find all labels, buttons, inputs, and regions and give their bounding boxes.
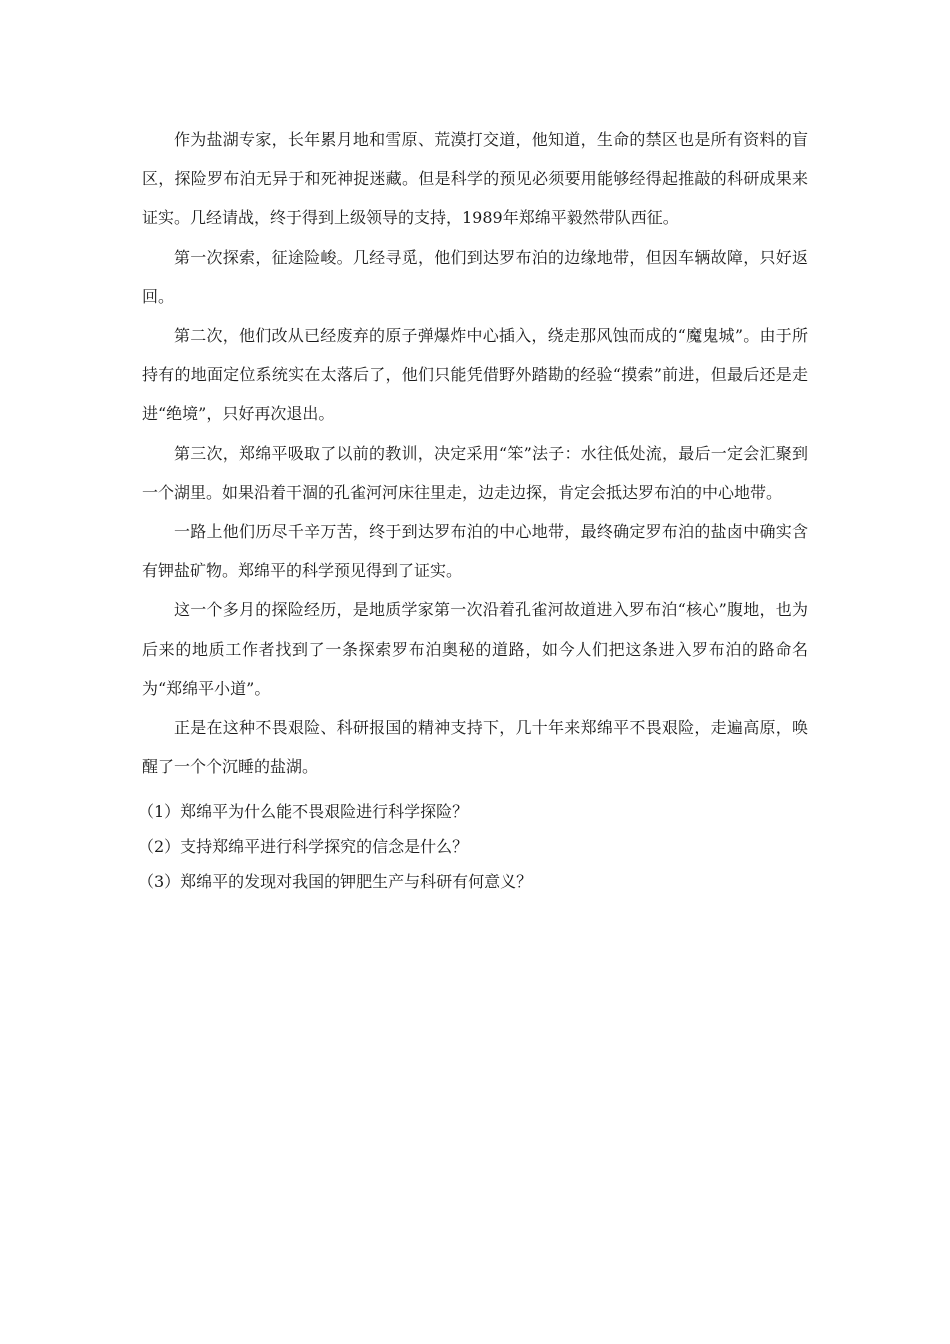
paragraph: 一路上他们历尽千辛万苦，终于到达罗布泊的中心地带，最终确定罗布泊的盐卤中确实含有钾盐矿物。郑绵平的科学预见得到了证实。 [142, 522, 808, 581]
paragraph: 正是在这种不畏艰险、科研报国的精神支持下，几十年来郑绵平不畏艰险，走遍高原，唤醒了一个个沉睡的盐湖。 [142, 718, 808, 777]
paragraph: 第一次探索，征途险峻。几经寻觅，他们到达罗布泊的边缘地带，但因车辆故障，只好返回。 [142, 247, 808, 306]
question-item: （2）支持郑绵平进行科学探究的信念是什么？ [138, 837, 469, 857]
document-body [138, 120, 808, 899]
question-item: （3）郑绵平的发现对我国的钾肥生产与科研有何意义？ [138, 872, 533, 892]
paragraph: 作为盐湖专家，长年累月地和雪原、荒漠打交道，他知道，生命的禁区也是所有资料的盲区，探险罗布泊无异于和死神捉迷藏。但是科学的预见必须要用能够经得起推敲的科研成果来证实。几经请战，终于得到上级领导的支持，1989年郑绵平毅然带队西征。 [142, 130, 808, 228]
paragraph: 第三次，郑绵平吸取了以前的教训，决定采用“笨”法子：水往低处流，最后一定会汇聚到一个湖里。如果沿着干涸的孔雀河河床往里走，边走边探，肯定会抵达罗布泊的中心地带。 [142, 443, 808, 502]
paragraph: 这一个多月的探险经历，是地质学家第一次沿着孔雀河故道进入罗布泊“核心”腹地，也为后来的地质工作者找到了一条探索罗布泊奥秘的道路，如今人们把这条进入罗布泊的路命名为“郑绵平小道”。 [142, 600, 808, 698]
question-item: （1）郑绵平为什么能不畏艰险进行科学探险？ [138, 802, 469, 822]
paragraph: 第二次，他们改从已经废弃的原子弹爆炸中心插入，绕走那风蚀而成的“魔鬼城”。由于所持有的地面定位系统实在太落后了，他们只能凭借野外踏勘的经验“摸索”前进，但最后还是走进“绝境”，只好再次退出。 [142, 326, 808, 424]
question-list [138, 794, 808, 899]
